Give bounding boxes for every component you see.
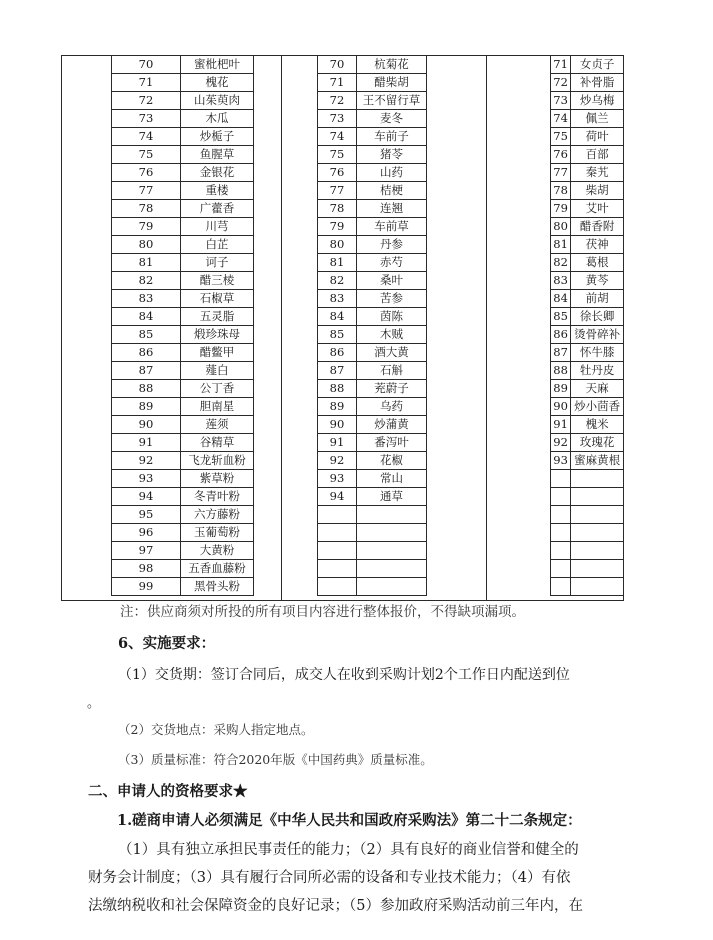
item-number-cell: [551, 524, 571, 542]
table-row: [551, 74, 624, 92]
medicine-name-cell: 煅珍珠母: [181, 326, 254, 344]
item-number-cell: 78: [112, 200, 181, 218]
item-number-cell: 74: [318, 128, 357, 146]
table-row: [318, 290, 427, 308]
qualification-subheading: 1.磋商申请人必须满足《中华人民共和国政府采购法》第二十二条规定：: [117, 812, 582, 829]
table-column-group-1: [111, 56, 254, 596]
table-row: [112, 308, 254, 326]
medicine-name-cell: 赤芍: [357, 254, 427, 272]
medicine-name-cell: 车前草: [357, 218, 427, 236]
table-row: [318, 578, 427, 596]
medicine-name-cell: 花椒: [357, 452, 427, 470]
table-row: [551, 506, 624, 524]
medicine-name-cell: 炒乌梅: [571, 92, 624, 110]
table-row: [551, 542, 624, 560]
medicine-name-cell: 炒栀子: [181, 128, 254, 146]
item-number-cell: [318, 560, 357, 578]
table-row: [318, 74, 427, 92]
item-number-cell: 96: [112, 524, 181, 542]
item-number-cell: 79: [112, 218, 181, 236]
medicine-name-cell: 醋三棱: [181, 272, 254, 290]
medicine-name-cell: [357, 542, 427, 560]
item-number-cell: 85: [318, 326, 357, 344]
table-row: [318, 272, 427, 290]
medicine-name-cell: 槐米: [571, 416, 624, 434]
item-number-cell: 81: [551, 236, 571, 254]
medicine-name-cell: [571, 524, 624, 542]
item-number-cell: [551, 488, 571, 506]
item-number-cell: 71: [551, 56, 571, 74]
table-row: [551, 146, 624, 164]
medicine-name-cell: 莲须: [181, 416, 254, 434]
item-number-cell: 77: [318, 182, 357, 200]
table-row: [318, 470, 427, 488]
item-number-cell: 91: [551, 416, 571, 434]
table-row: [318, 200, 427, 218]
medicine-name-cell: 补骨脂: [571, 74, 624, 92]
medicine-name-cell: 杭菊花: [357, 56, 427, 74]
medicine-name-cell: 连翘: [357, 200, 427, 218]
table-divider: [486, 56, 487, 600]
item-number-cell: 88: [112, 380, 181, 398]
medicine-name-cell: 五灵脂: [181, 308, 254, 326]
item-number-cell: 89: [318, 398, 357, 416]
item-number-cell: 80: [112, 236, 181, 254]
table-row: [112, 506, 254, 524]
table-row: [318, 344, 427, 362]
medicine-name-cell: 酒大黄: [357, 344, 427, 362]
item-number-cell: 73: [112, 110, 181, 128]
item-number-cell: 77: [112, 182, 181, 200]
medicine-name-cell: 紫草粉: [181, 470, 254, 488]
table-row: [318, 146, 427, 164]
medicine-name-cell: 醋鳖甲: [181, 344, 254, 362]
table-row: [112, 578, 254, 596]
table-column-group-2: [317, 56, 427, 596]
table-row: [318, 362, 427, 380]
medicine-name-cell: 醋香附: [571, 218, 624, 236]
table-row: [112, 398, 254, 416]
table-row: [112, 380, 254, 398]
table-row: [551, 128, 624, 146]
table-row: [318, 218, 427, 236]
item-number-cell: 99: [112, 578, 181, 596]
medicine-name-cell: 炒蒲黄: [357, 416, 427, 434]
medicine-name-cell: 五香血藤粉: [181, 560, 254, 578]
medicine-name-cell: 山药: [357, 164, 427, 182]
table-row: [551, 326, 624, 344]
medicine-name-cell: [357, 506, 427, 524]
item-number-cell: 97: [112, 542, 181, 560]
table-row: [112, 434, 254, 452]
medicine-name-cell: 谷精草: [181, 434, 254, 452]
item-number-cell: 74: [551, 110, 571, 128]
table-row: [318, 164, 427, 182]
table-row: [551, 290, 624, 308]
medicine-name-cell: [571, 578, 624, 596]
table-column-group-3: [550, 56, 624, 596]
medicine-name-cell: 槐花: [181, 74, 254, 92]
item-number-cell: 91: [318, 434, 357, 452]
medicine-name-cell: 公丁香: [181, 380, 254, 398]
item-number-cell: [551, 560, 571, 578]
medicine-name-cell: 黄芩: [571, 272, 624, 290]
item-number-cell: 85: [112, 326, 181, 344]
medicine-price-table: [61, 55, 624, 601]
table-row: [318, 524, 427, 542]
item-number-cell: 70: [112, 56, 181, 74]
quotation-note: 注：供应商须对所投的所有项目内容进行整体报价，不得缺项漏项。: [120, 604, 525, 620]
medicine-name-cell: 乌药: [357, 398, 427, 416]
medicine-name-cell: [357, 578, 427, 596]
item-number-cell: 80: [318, 236, 357, 254]
medicine-name-cell: 佩兰: [571, 110, 624, 128]
item-number-cell: 94: [112, 488, 181, 506]
medicine-name-cell: 荷叶: [571, 128, 624, 146]
item-number-cell: 92: [112, 452, 181, 470]
table-row: [318, 56, 427, 74]
item-number-cell: 93: [112, 470, 181, 488]
medicine-name-cell: 烫骨碎补: [571, 326, 624, 344]
item-number-cell: 78: [551, 182, 571, 200]
medicine-name-cell: [571, 560, 624, 578]
table-row: [112, 92, 254, 110]
item-table-1: [111, 56, 254, 596]
item-number-cell: 83: [318, 290, 357, 308]
table-row: [551, 470, 624, 488]
table-row: [551, 164, 624, 182]
item-number-cell: 90: [112, 416, 181, 434]
table-row: [112, 542, 254, 560]
table-row: [112, 236, 254, 254]
item-number-cell: 91: [112, 434, 181, 452]
item-number-cell: 84: [318, 308, 357, 326]
table-row: [551, 560, 624, 578]
medicine-name-cell: 艾叶: [571, 200, 624, 218]
medicine-name-cell: 茵陈: [357, 308, 427, 326]
table-row: [112, 326, 254, 344]
item-number-cell: 72: [551, 74, 571, 92]
table-row: [551, 308, 624, 326]
table-row: [112, 272, 254, 290]
table-row: [112, 74, 254, 92]
table-row: [318, 416, 427, 434]
table-row: [551, 218, 624, 236]
table-row: [112, 164, 254, 182]
medicine-name-cell: 大黄粉: [181, 542, 254, 560]
table-row: [318, 92, 427, 110]
table-row: [551, 398, 624, 416]
medicine-name-cell: 怀牛膝: [571, 344, 624, 362]
medicine-name-cell: 木贼: [357, 326, 427, 344]
table-row: [318, 506, 427, 524]
medicine-name-cell: 炒小茴香: [571, 398, 624, 416]
table-row: [318, 128, 427, 146]
medicine-name-cell: 胆南星: [181, 398, 254, 416]
item-number-cell: 93: [551, 452, 571, 470]
item-number-cell: 83: [551, 272, 571, 290]
table-row: [318, 380, 427, 398]
medicine-name-cell: 葛根: [571, 254, 624, 272]
table-row: [551, 488, 624, 506]
medicine-name-cell: 车前子: [357, 128, 427, 146]
item-number-cell: 82: [112, 272, 181, 290]
medicine-name-cell: 秦艽: [571, 164, 624, 182]
table-row: [318, 326, 427, 344]
table-row: [551, 236, 624, 254]
section-6-heading: 6、实施要求：: [118, 635, 216, 652]
delivery-period-continued: 。: [87, 696, 101, 711]
table-row: [318, 110, 427, 128]
table-row: [112, 416, 254, 434]
medicine-name-cell: 番泻叶: [357, 434, 427, 452]
medicine-name-cell: [571, 488, 624, 506]
item-number-cell: 90: [318, 416, 357, 434]
table-row: [551, 92, 624, 110]
item-number-cell: 93: [318, 470, 357, 488]
table-row: [112, 452, 254, 470]
item-number-cell: [551, 506, 571, 524]
table-row: [318, 236, 427, 254]
medicine-name-cell: 山茱萸肉: [181, 92, 254, 110]
qualification-text-line: （1）具有独立承担民事责任的能力；（2）具有良好的商业信誉和健全的: [118, 842, 579, 858]
medicine-name-cell: 石斛: [357, 362, 427, 380]
table-row: [112, 470, 254, 488]
item-number-cell: [318, 506, 357, 524]
item-number-cell: 86: [551, 326, 571, 344]
item-number-cell: 92: [551, 434, 571, 452]
item-number-cell: 76: [318, 164, 357, 182]
item-number-cell: 73: [318, 110, 357, 128]
medicine-name-cell: 玫瑰花: [571, 434, 624, 452]
medicine-name-cell: [571, 542, 624, 560]
item-number-cell: 87: [551, 344, 571, 362]
medicine-name-cell: 桔梗: [357, 182, 427, 200]
medicine-name-cell: 六方藤粉: [181, 506, 254, 524]
item-number-cell: 79: [318, 218, 357, 236]
item-number-cell: [318, 578, 357, 596]
item-number-cell: 81: [112, 254, 181, 272]
medicine-name-cell: 猪苓: [357, 146, 427, 164]
table-row: [112, 254, 254, 272]
item-number-cell: 98: [112, 560, 181, 578]
item-number-cell: 84: [551, 290, 571, 308]
table-row: [112, 110, 254, 128]
medicine-name-cell: 麦冬: [357, 110, 427, 128]
medicine-name-cell: 金银花: [181, 164, 254, 182]
item-number-cell: [551, 578, 571, 596]
table-row: [112, 128, 254, 146]
item-number-cell: 83: [112, 290, 181, 308]
item-number-cell: 86: [318, 344, 357, 362]
item-number-cell: 75: [318, 146, 357, 164]
item-number-cell: 87: [112, 362, 181, 380]
table-row: [551, 434, 624, 452]
medicine-name-cell: 玉葡萄粉: [181, 524, 254, 542]
medicine-name-cell: [571, 470, 624, 488]
medicine-name-cell: 鱼腥草: [181, 146, 254, 164]
table-row: [318, 398, 427, 416]
medicine-name-cell: 广藿香: [181, 200, 254, 218]
medicine-name-cell: 冬青叶粉: [181, 488, 254, 506]
item-number-cell: 86: [112, 344, 181, 362]
medicine-name-cell: 飞龙斩血粉: [181, 452, 254, 470]
medicine-name-cell: 茺蔚子: [357, 380, 427, 398]
table-row: [112, 488, 254, 506]
table-row: [318, 434, 427, 452]
table-row: [551, 56, 624, 74]
table-row: [112, 524, 254, 542]
medicine-name-cell: 苦参: [357, 290, 427, 308]
table-row: [318, 488, 427, 506]
item-number-cell: 80: [551, 218, 571, 236]
medicine-name-cell: 前胡: [571, 290, 624, 308]
table-row: [112, 560, 254, 578]
medicine-name-cell: 牡丹皮: [571, 362, 624, 380]
table-row: [112, 290, 254, 308]
item-table-3: [550, 56, 624, 596]
medicine-name-cell: 常山: [357, 470, 427, 488]
table-row: [551, 578, 624, 596]
item-number-cell: 94: [318, 488, 357, 506]
table-row: [551, 452, 624, 470]
medicine-name-cell: 茯神: [571, 236, 624, 254]
item-number-cell: 89: [112, 398, 181, 416]
medicine-name-cell: [571, 506, 624, 524]
table-row: [112, 344, 254, 362]
table-row: [318, 542, 427, 560]
table-row: [318, 308, 427, 326]
item-number-cell: 87: [318, 362, 357, 380]
medicine-name-cell: 白芷: [181, 236, 254, 254]
item-number-cell: 81: [318, 254, 357, 272]
table-row: [112, 218, 254, 236]
item-number-cell: 73: [551, 92, 571, 110]
medicine-name-cell: 木瓜: [181, 110, 254, 128]
medicine-name-cell: 诃子: [181, 254, 254, 272]
medicine-name-cell: 蜜麻黄根: [571, 452, 624, 470]
item-number-cell: 82: [318, 272, 357, 290]
medicine-name-cell: 天麻: [571, 380, 624, 398]
item-number-cell: 85: [551, 308, 571, 326]
medicine-name-cell: 百部: [571, 146, 624, 164]
table-row: [112, 146, 254, 164]
item-number-cell: 77: [551, 164, 571, 182]
item-number-cell: [318, 542, 357, 560]
table-row: [112, 182, 254, 200]
table-row: [551, 416, 624, 434]
medicine-name-cell: 柴胡: [571, 182, 624, 200]
item-number-cell: 72: [318, 92, 357, 110]
table-left-border: [61, 56, 62, 600]
item-number-cell: 76: [112, 164, 181, 182]
medicine-name-cell: 丹参: [357, 236, 427, 254]
item-number-cell: 75: [551, 128, 571, 146]
item-number-cell: 79: [551, 200, 571, 218]
table-row: [112, 200, 254, 218]
table-row: [318, 452, 427, 470]
medicine-name-cell: 醋柴胡: [357, 74, 427, 92]
item-number-cell: 76: [551, 146, 571, 164]
medicine-name-cell: 女贞子: [571, 56, 624, 74]
item-number-cell: [551, 542, 571, 560]
item-number-cell: 78: [318, 200, 357, 218]
delivery-location: （2）交货地点：采购人指定地点。: [118, 722, 314, 737]
medicine-name-cell: 桑叶: [357, 272, 427, 290]
table-row: [318, 560, 427, 578]
table-row: [551, 200, 624, 218]
table-row: [551, 110, 624, 128]
item-number-cell: 95: [112, 506, 181, 524]
item-number-cell: 70: [318, 56, 357, 74]
medicine-name-cell: 通草: [357, 488, 427, 506]
quality-standard: （3）质量标准：符合2020年版《中国药典》质量标准。: [118, 752, 433, 767]
item-number-cell: 74: [112, 128, 181, 146]
medicine-name-cell: 蜜枇杷叶: [181, 56, 254, 74]
item-number-cell: [551, 470, 571, 488]
item-number-cell: 71: [318, 74, 357, 92]
medicine-name-cell: [357, 560, 427, 578]
table-row: [551, 524, 624, 542]
medicine-name-cell: 黑骨头粉: [181, 578, 254, 596]
item-number-cell: 84: [112, 308, 181, 326]
item-number-cell: 88: [551, 362, 571, 380]
medicine-name-cell: 重楼: [181, 182, 254, 200]
item-table-2: [317, 56, 427, 596]
delivery-period: （1）交货期：签订合同后，成交人在收到采购计划2个工作日内配送到位: [118, 667, 570, 683]
medicine-name-cell: [357, 524, 427, 542]
table-row: [551, 272, 624, 290]
table-row: [551, 254, 624, 272]
item-number-cell: 82: [551, 254, 571, 272]
qualification-text-line: 财务会计制度；（3）具有履行合同所必需的设备和专业技术能力；（4）有依: [88, 870, 571, 886]
table-row: [318, 254, 427, 272]
item-number-cell: 90: [551, 398, 571, 416]
table-row: [112, 362, 254, 380]
item-number-cell: [318, 524, 357, 542]
item-number-cell: 88: [318, 380, 357, 398]
item-number-cell: 75: [112, 146, 181, 164]
item-number-cell: 89: [551, 380, 571, 398]
medicine-name-cell: 徐长卿: [571, 308, 624, 326]
medicine-name-cell: 石椒草: [181, 290, 254, 308]
table-row: [551, 182, 624, 200]
table-row: [551, 380, 624, 398]
medicine-name-cell: 薤白: [181, 362, 254, 380]
table-row: [112, 56, 254, 74]
table-row: [551, 344, 624, 362]
qualification-text-line: 法缴纳税收和社会保障资金的良好记录；（5）参加政府采购活动前三年内，在: [88, 898, 583, 914]
table-row: [551, 362, 624, 380]
medicine-name-cell: 川芎: [181, 218, 254, 236]
table-divider: [281, 56, 282, 600]
medicine-name-cell: 王不留行草: [357, 92, 427, 110]
section-2-heading: 二、申请人的资格要求★: [88, 783, 248, 800]
table-row: [318, 182, 427, 200]
item-number-cell: 72: [112, 92, 181, 110]
item-number-cell: 92: [318, 452, 357, 470]
item-number-cell: 71: [112, 74, 181, 92]
